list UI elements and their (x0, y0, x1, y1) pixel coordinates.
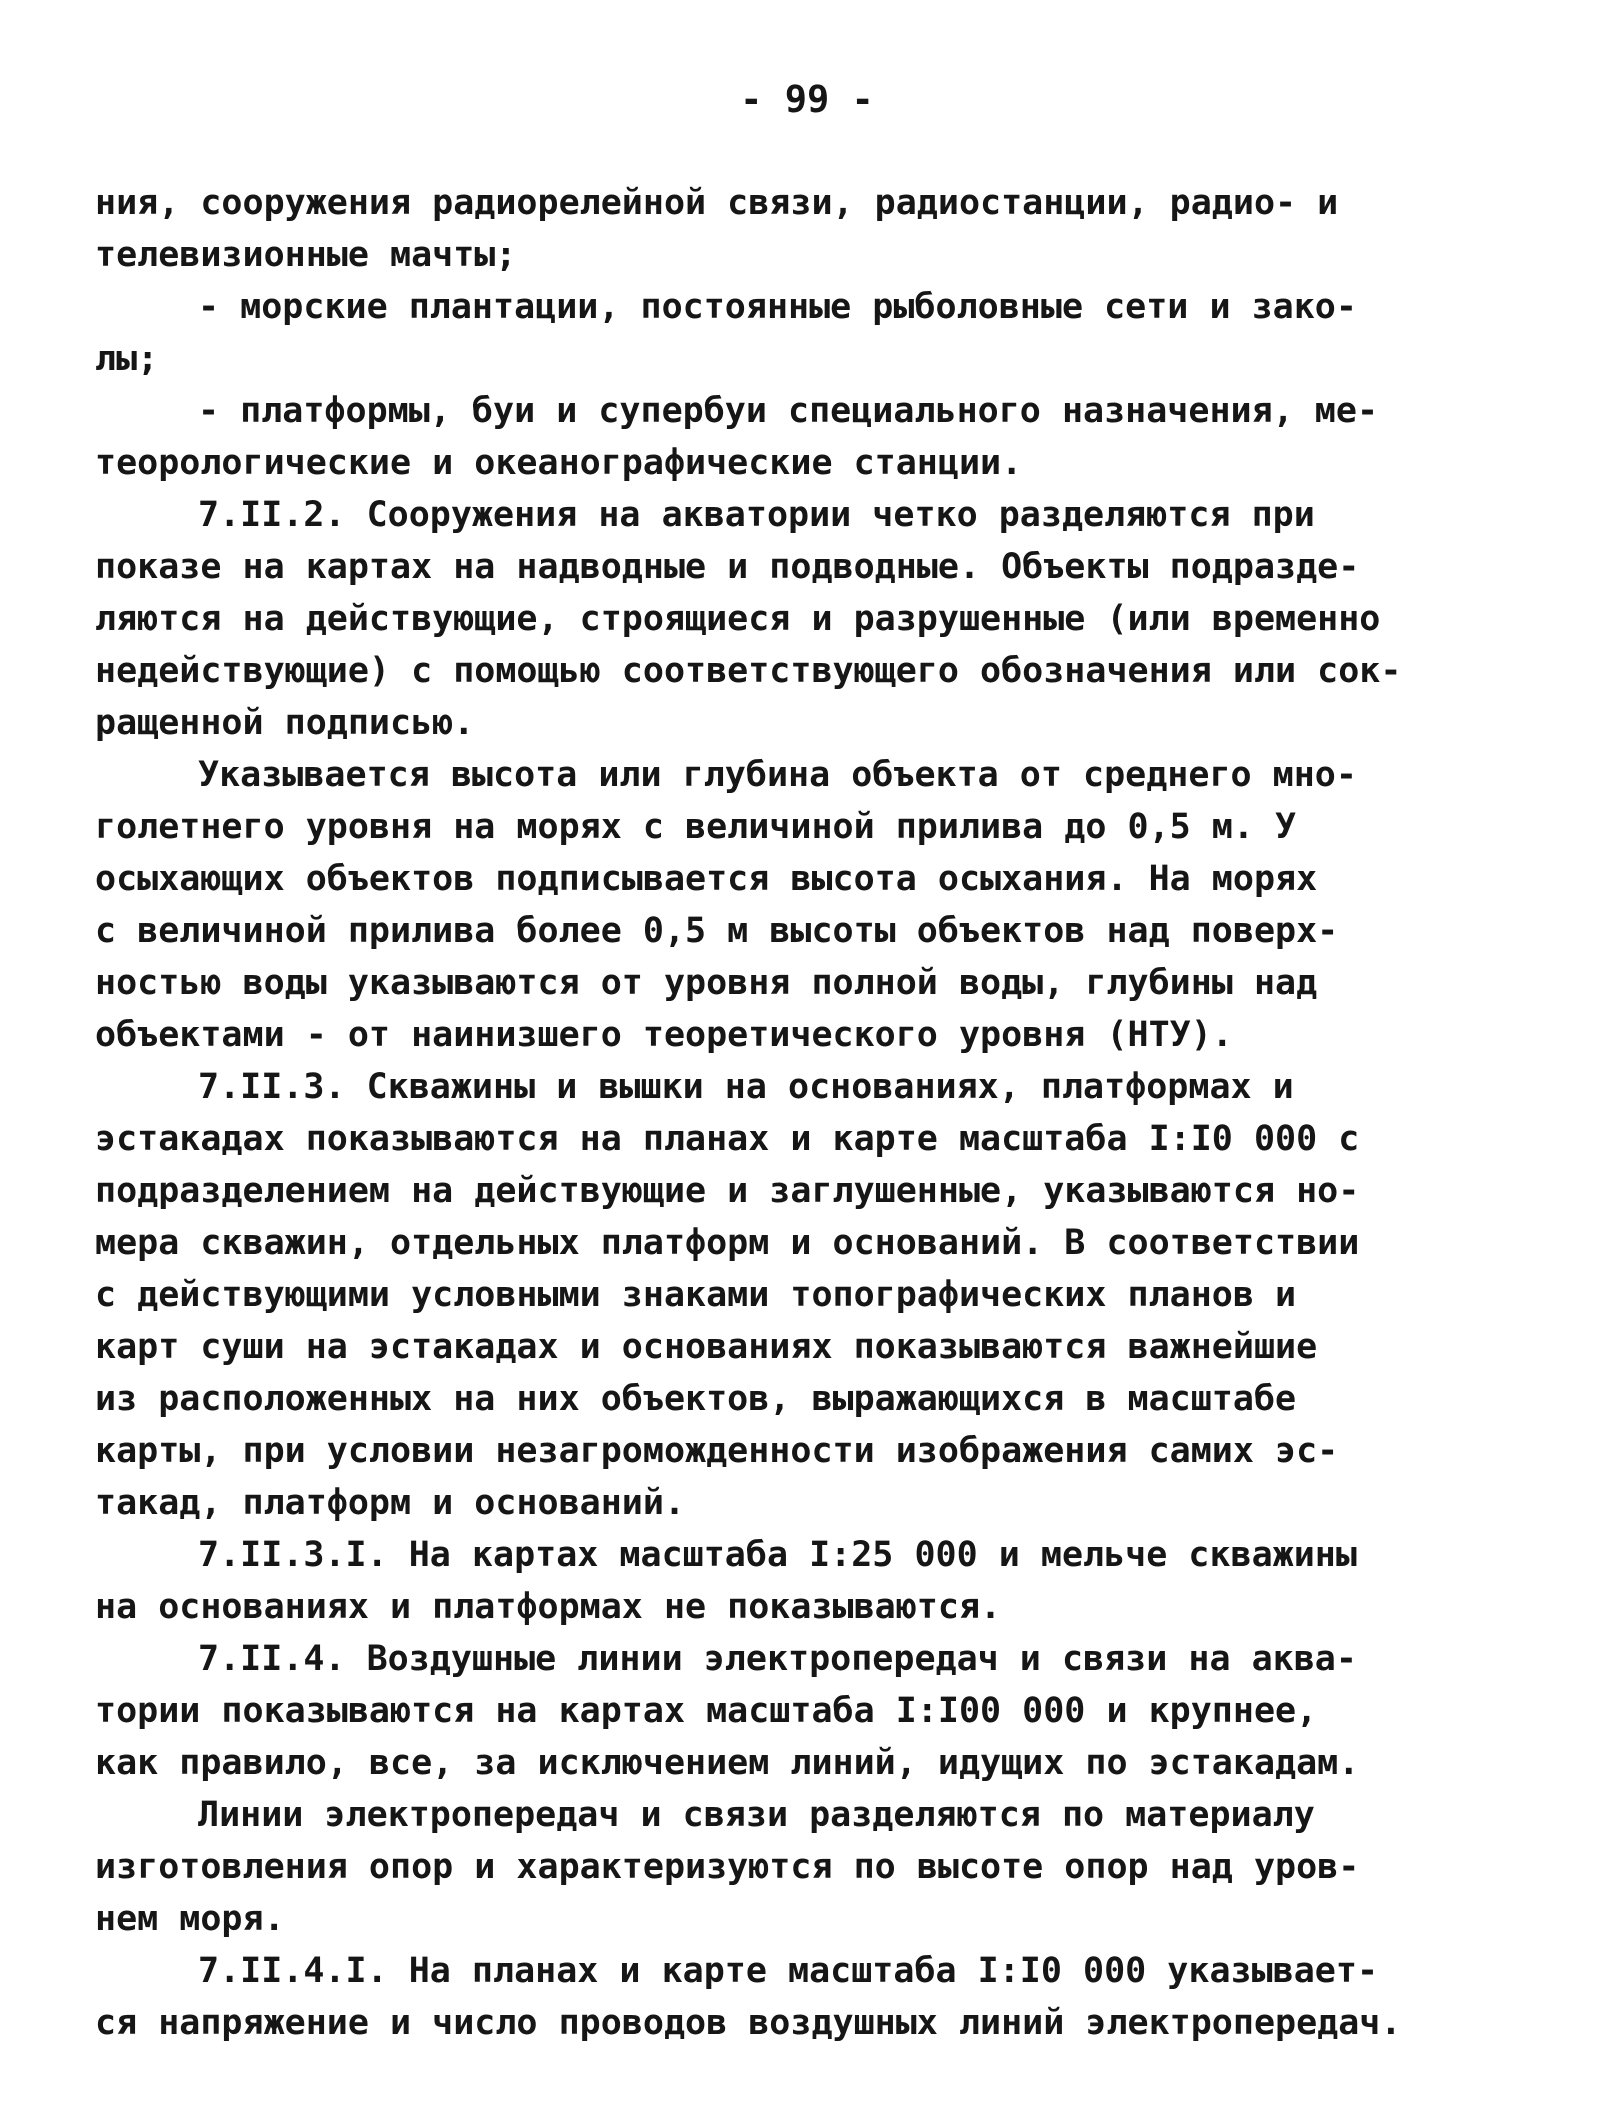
text-line: с действующими условными знаками топографических планов и (95, 1275, 1297, 1315)
section-heading-line: 7.II.4.I. На планах и карте масштаба I:I0 000 указывает- (198, 1951, 1379, 1991)
text-line: на основаниях и платформах не показываются. (95, 1587, 1002, 1627)
text-line: осыхающих объектов подписывается высота осыхания. На морях (95, 859, 1318, 899)
list-item-line: - платформы, буи и супербуи специального назначения, ме- (198, 391, 1379, 431)
text-line: ния, сооружения радиорелейной связи, радиостанции, радио- и (95, 183, 1339, 223)
text-line: нем моря. (95, 1899, 285, 1939)
paragraph-start-line: Указывается высота или глубина объекта от среднего мно- (198, 755, 1357, 795)
text-line: подразделением на действующие и заглушенные, указываются но- (95, 1171, 1360, 1211)
text-line: тории показываются на картах масштаба I:I00 000 и крупнее, (95, 1691, 1318, 1731)
text-line: недействующие) с помощью соответствующего обозначения или сок- (95, 651, 1402, 691)
list-item-line: - морские плантации, постоянные рыболовные сети и зако- (198, 287, 1357, 327)
text-line: из расположенных на них объектов, выражающихся в масштабе (95, 1379, 1297, 1419)
text-line: эстакадах показываются на планах и карте масштаба I:I0 000 с (95, 1119, 1360, 1159)
text-line: такад, платформ и оснований. (95, 1483, 686, 1523)
text-line: ращенной подписью. (95, 703, 475, 743)
paragraph-start-line: Линии электропередач и связи разделяются по материалу (198, 1795, 1315, 1835)
text-line: ностью воды указываются от уровня полной воды, глубины над (95, 963, 1318, 1003)
section-heading-line: 7.II.3.I. На картах масштаба I:25 000 и мельче скважины (198, 1535, 1357, 1575)
text-line: как правило, все, за исключением линий, идущих по эстакадам. (95, 1743, 1360, 1783)
text-line: с величиной прилива более 0,5 м высоты объектов над поверх- (95, 911, 1339, 951)
section-heading-line: 7.II.2. Сооружения на акватории четко разделяются при (198, 495, 1315, 535)
text-line: телевизионные мачты; (95, 235, 517, 275)
text-line: мера скважин, отдельных платформ и оснований. В соответствии (95, 1223, 1360, 1263)
text-line: карты, при условии незагроможденности изображения самих эс- (95, 1431, 1339, 1471)
text-line: ся напряжение и число проводов воздушных линий электропередач. (95, 2003, 1402, 2043)
text-line: карт суши на эстакадах и основаниях показываются важнейшие (95, 1327, 1318, 1367)
text-line: лы; (95, 339, 159, 379)
page-number: - 99 - (740, 78, 874, 121)
section-heading-line: 7.II.4. Воздушные линии электропередач и связи на аква- (198, 1639, 1357, 1679)
text-line: изготовления опор и характеризуются по высоте опор над уров- (95, 1847, 1360, 1887)
text-line: теорологические и океанографические станции. (95, 443, 1023, 483)
text-line: ляются на действующие, строящиеся и разрушенные (или временно (95, 599, 1381, 639)
text-line: объектами - от наинизшего теоретического уровня (НТУ). (95, 1015, 1233, 1055)
section-heading-line: 7.II.3. Скважины и вышки на основаниях, платформах и (198, 1067, 1294, 1107)
text-line: показе на картах на надводные и подводные. Объекты подразде- (95, 547, 1360, 587)
text-line: голетнего уровня на морях с величиной прилива до 0,5 м. У (95, 807, 1297, 847)
